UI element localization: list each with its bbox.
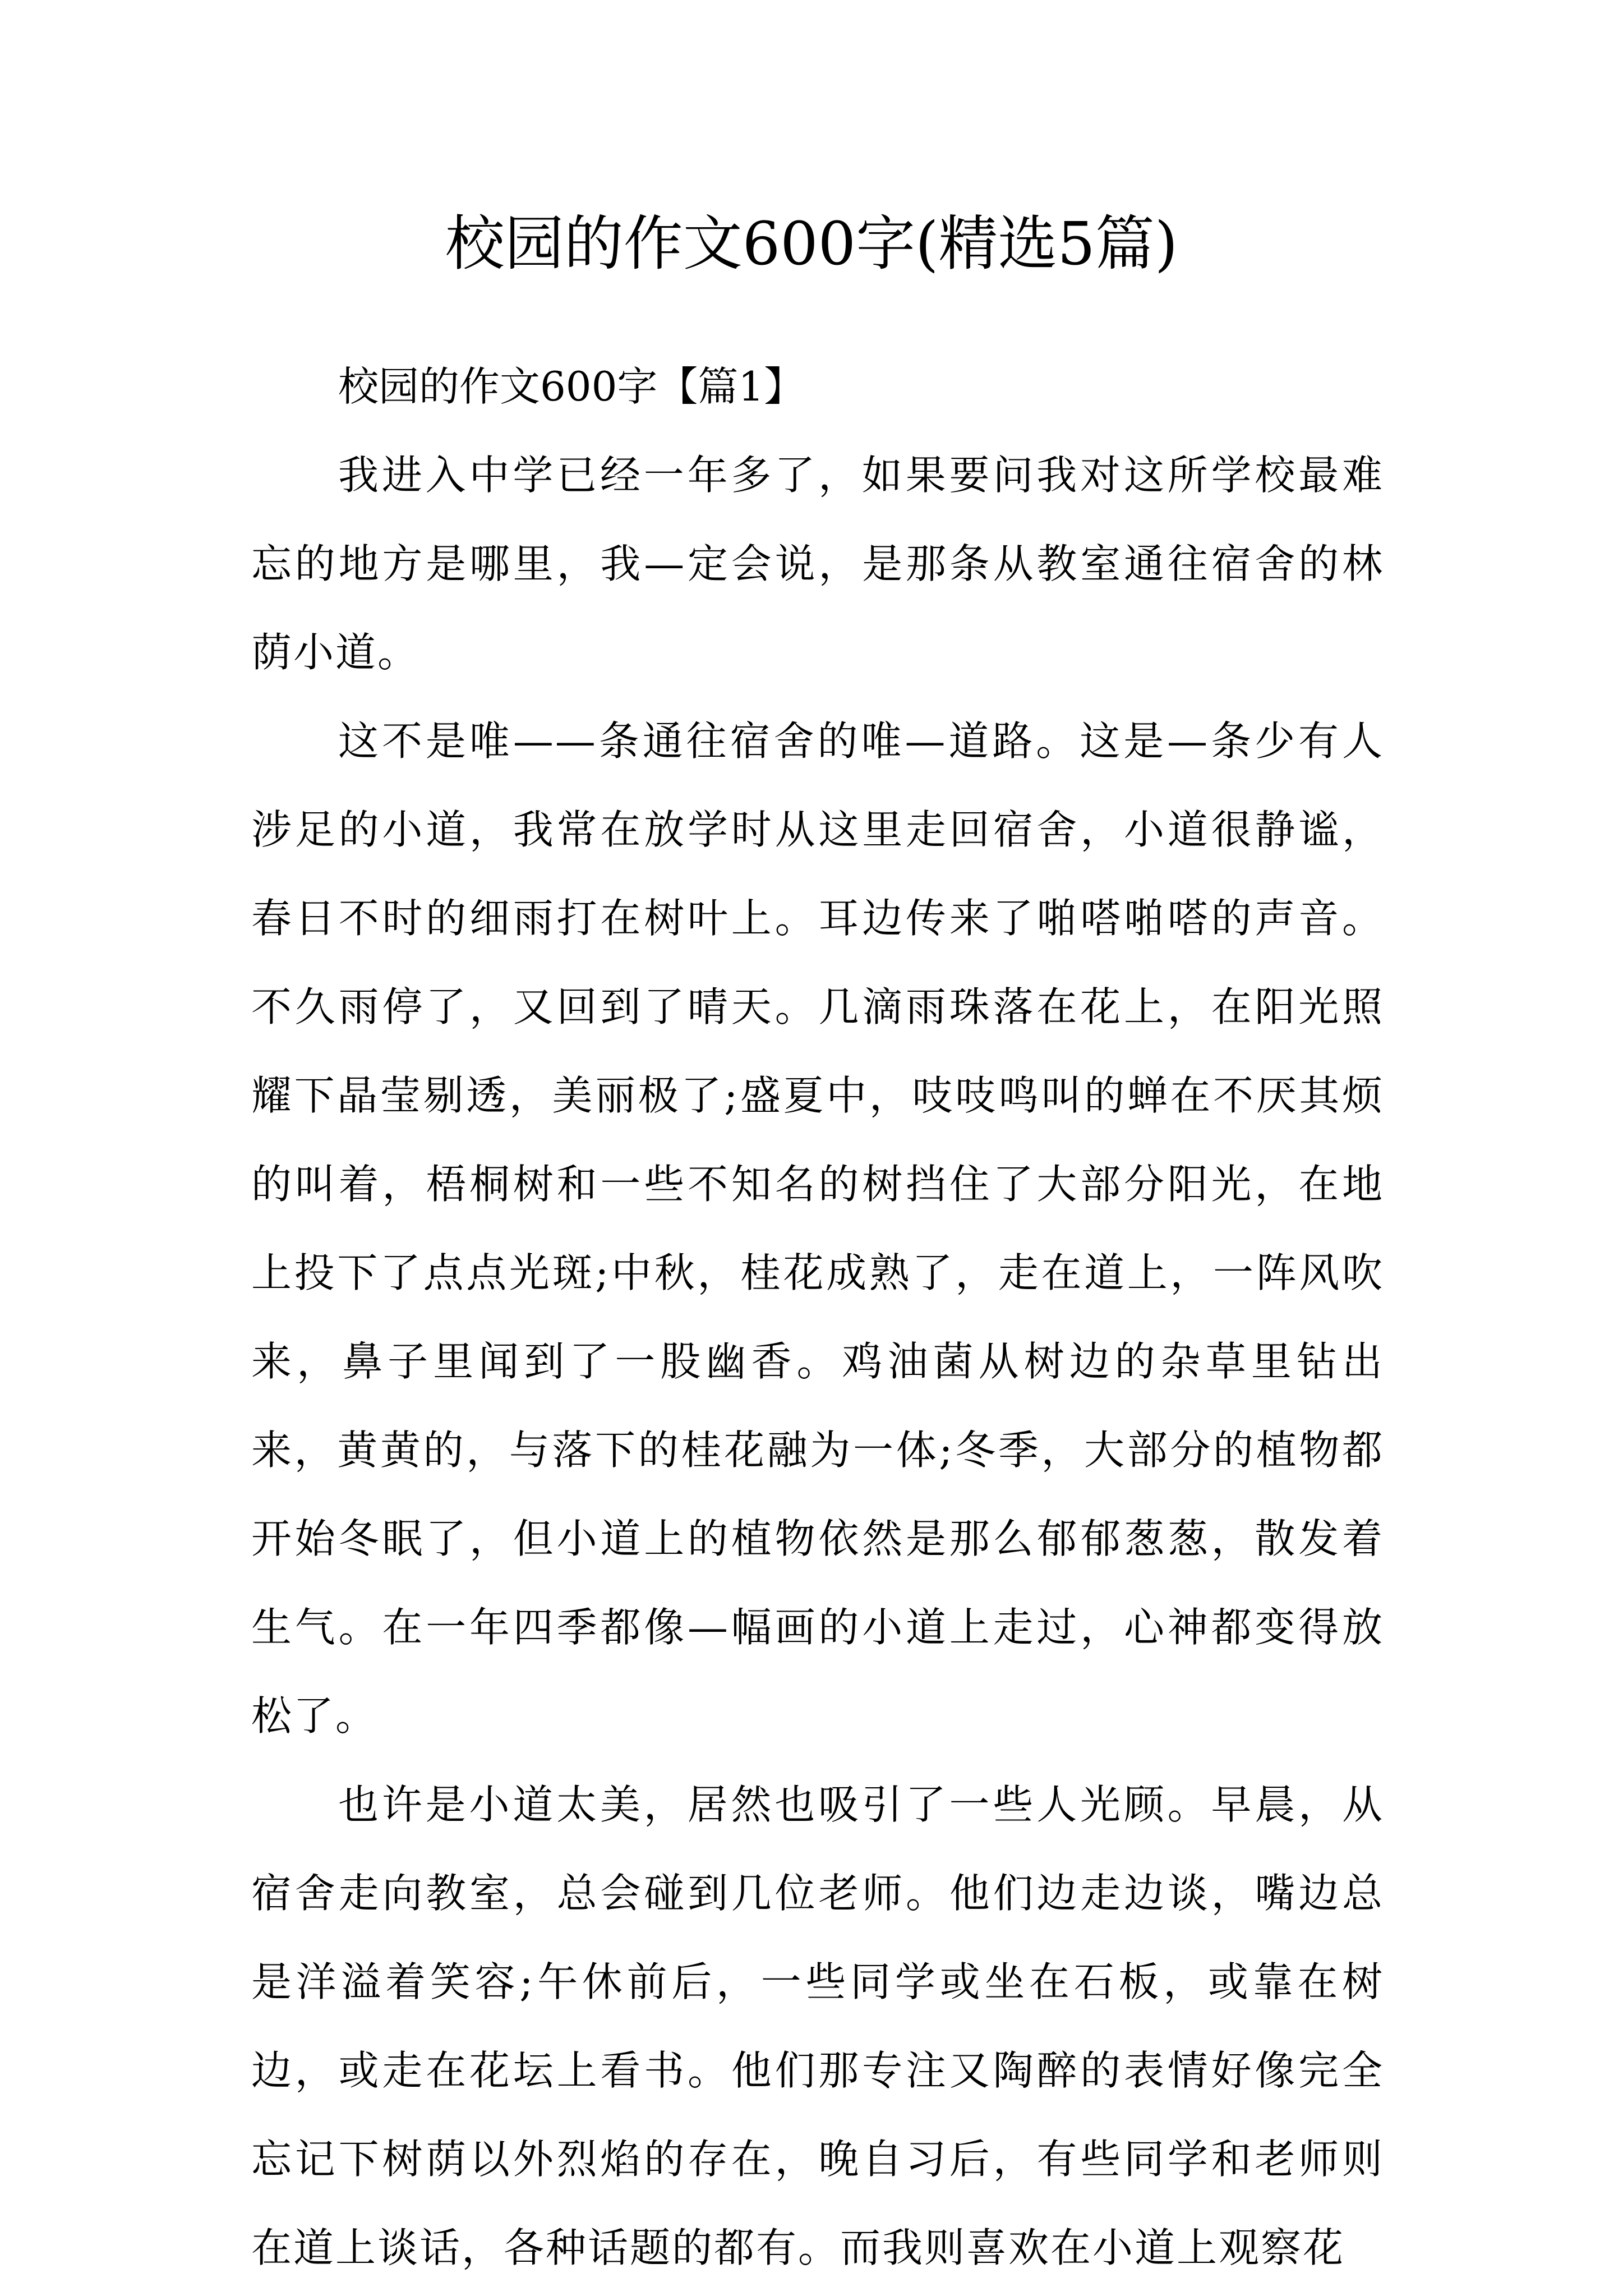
paragraph: 也许是小道太美，居然也吸引了一些人光顾。早晨，从宿舍走向教室，总会碰到几位老师。他们边走边谈，嘴边总是洋溢着笑容;午休前后，一些同学或坐在石板，或靠在树边，或走在花坛上看书。他们那专注又陶醉的表情好像完全忘记下树荫以外烈焰的存在，晚自习后，有些同学和老师则在道上谈话，各种话题的都有。而我则喜欢在小道上观察花 — [251, 1781, 1384, 2271]
document-body — [251, 342, 1384, 2292]
document-title: 校园的作文600字(精选5篇) — [445, 209, 1178, 278]
section-heading: 校园的作文600字【篇1】 — [338, 363, 805, 410]
paragraph: 我进入中学已经一年多了，如果要问我对这所学校最难忘的地方是哪里，我—定会说，是那条从教室通往宿舍的林荫小道。 — [251, 452, 1384, 676]
paragraph: 这不是唯——条通往宿舍的唯—道路。这是—条少有人涉足的小道，我常在放学时从这里走回宿舍，小道很静谧，春日不时的细雨打在树叶上。耳边传来了啪嗒啪嗒的声音。不久雨停了，又回到了晴天。几滴雨珠落在花上，在阳光照耀下晶莹剔透，美丽极了;盛夏中，吱吱鸣叫的蝉在不厌其烦的叫着，梧桐树和一些不知名的树挡住了大部分阳光，在地上投下了点点光斑;中秋，桂花成熟了，走在道上，一阵风吹来，鼻子里闻到了一股幽香。鸡油菌从树边的杂草里钻出来，黄黄的，与落下的桂花融为一体;冬季，大部分的植物都开始冬眠了，但小道上的植物依然是那么郁郁葱葱，散发着生气。在一年四季都像—幅画的小道上走过，心神都变得放松了。 — [251, 717, 1384, 1740]
